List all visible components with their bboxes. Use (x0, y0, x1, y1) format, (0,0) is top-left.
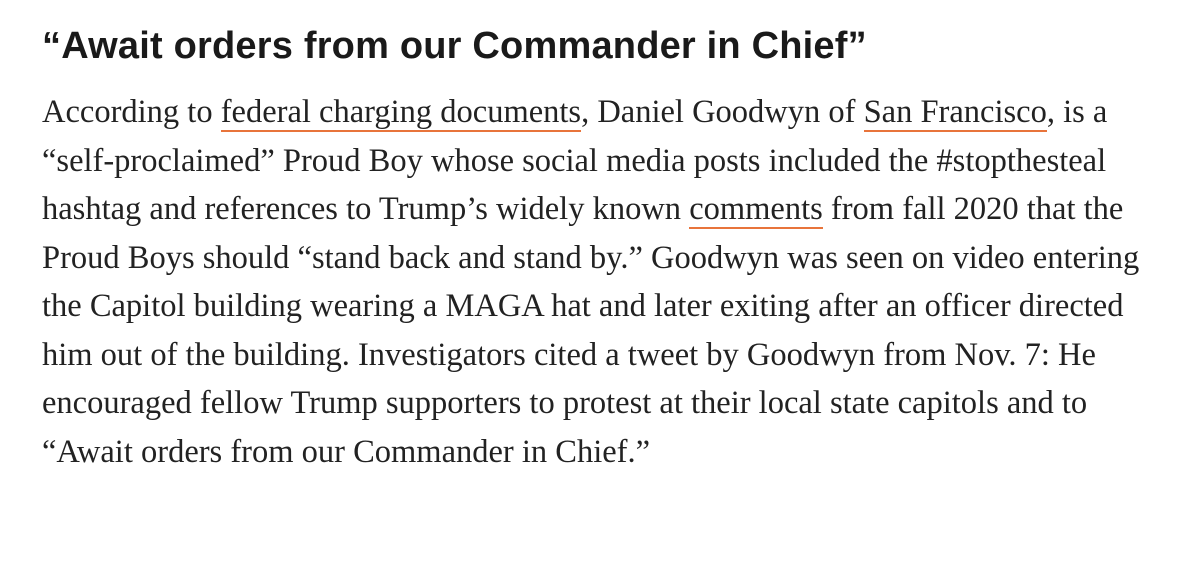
paragraph-text-1: According to (42, 94, 221, 130)
paragraph-text-3: , is a “self-proclaimed” Proud Boy whose social media posts included the #stopthesteal hashtag and references to Trump’s widely known (42, 94, 1108, 227)
paragraph-text-4: from fall 2020 that the Proud Boys should “stand back and stand by.” Goodwyn was seen on video entering the Capitol building wearing a MAGA hat and later exiting after an officer directed him out of the building. Investigators cited a tweet by Goodwyn from Nov. 7: He encouraged fellow Trump supporters to protest at their local state capitols and to “Await orders from our Commander in Chief.” (42, 191, 1140, 470)
section-heading: “Await orders from our Commander in Chief” (42, 25, 867, 67)
link-federal-charging-documents[interactable]: federal charging documents (220, 94, 582, 130)
article-section (42, 20, 1152, 476)
article-paragraph (42, 88, 1152, 476)
link-comments[interactable]: comments (689, 191, 823, 227)
paragraph-text-2: , Daniel Goodwyn of (581, 94, 864, 130)
link-san-francisco[interactable]: San Francisco (863, 94, 1047, 130)
